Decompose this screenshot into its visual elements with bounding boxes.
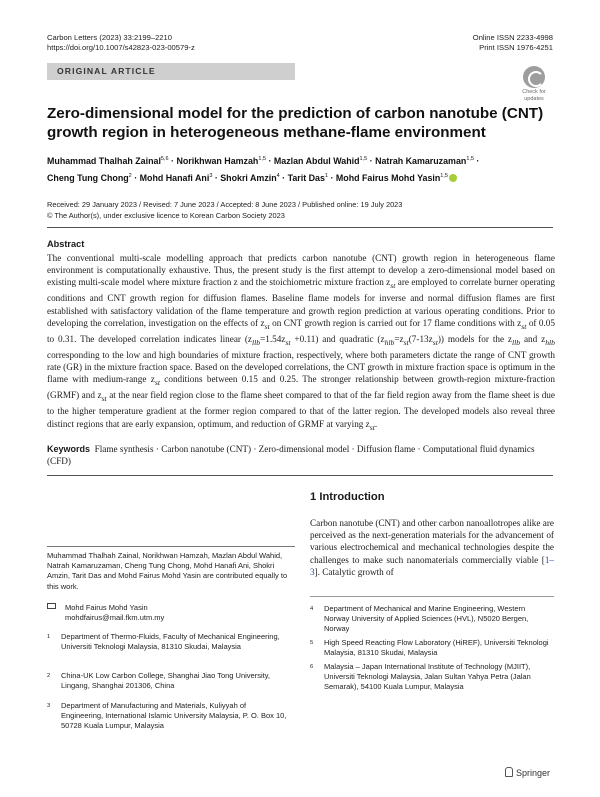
section-heading-introduction: 1 Introduction: [310, 491, 385, 503]
affiliation: 2 China-UK Low Carbon College, Shanghai Jiao Tong University, Lingang, Shanghai 201306, China: [47, 671, 271, 691]
online-issn: Online ISSN 2233-4998: [472, 33, 553, 42]
abstract-heading: Abstract: [47, 239, 85, 249]
doi-link[interactable]: https://doi.org/10.1007/s42823-023-00579-z: [47, 43, 195, 52]
citation-link[interactable]: 1–3: [310, 554, 554, 577]
author-list: Muhammad Thalhah Zainal$^{5,6}$ · Norikhwan Hamzah$^{1,5}$ · Mazlan Abdul Wahid$^{1,5}$ · Natrah Kamaruzaman$^{1,5}$ · Cheng Tung Chong$^2$ · Mohd Hanafi Ani$^3$ · Shokri Amzin$^4$ · Tarit Das$^1$ · Mohd Fairus Mohd Yasin$^{1,5}$: [47, 155, 480, 183]
affiliation: 6 Malaysia – Japan International Institute of Technology (MJIIT), Universiti Teknologi Malaysia, Jalan Sultan Yahya Petra (Jalan Semarak), 54100 Kuala Lumpur, Malaysia: [310, 662, 531, 692]
publication-dates: [47, 200, 557, 221]
author-name[interactable]: Tarit Das: [287, 172, 325, 183]
keywords-label: Keywords: [47, 444, 91, 454]
author-affiliation: 1,5: [440, 172, 448, 179]
abstract-body: The conventional multi-scale modelling approach that predicts carbon nanotube (CNT) growth region in heterogeneous flame environment is computationally exhaustive. Thus, the present study is the first attempt to develop a zero-dimensional model based on existing multi-scale model where mixture fraction z and the stoichiometric mixture fraction $z_{st}$ are employed to correlate burner operating conditions and CNT growth region for diffusion flames. Baseline flame models for inverse and normal diffusion flames are first established with satisfactory validation of the flame temperature and growth region prediction at various operating conditions. Prior to developing the correlation, investigation on the effects of $z_{st}$ on CNT growth region is carried out for 17 flame conditions with $z_{st}$ of 0.05 to 0.31. The developed correlation indicates linear $(z_{llb}=1.54z_{st} +0.11)$ and quadratic $(z_{hlb}=z_{st}(7-13z_{st}))$ models for the $z_{llb}$ and $z_{hlb}$ corresponding to the low and high boundaries of mixture fraction, respectively, where both parameters dictate the range of CNT growth rate (GR) in the mixture fraction space. Based on the developed correlations, the CNT growth in mixture fraction space is optimum in the flame with medium-range $z_{st}$ conditions between 0.15 and 0.25. The stronger relationship between growth-region mixture-fraction (GRMF) and $z_{st}$ at the near field region close to the flame sheet compared to that of the far field region away from the flame sheet is due to the higher temperature gradient at the former region compared to that of the latter region. The developed models also reveal three distinct regions that are early expansion, optimum, and reduction of GRMF at varying $z_{st}$.: [47, 253, 555, 432]
article-type-label: ORIGINAL ARTICLE: [57, 66, 156, 76]
envelope-icon: [47, 603, 56, 609]
publisher-name: Springer: [516, 768, 551, 778]
article-type-badge: [47, 63, 295, 80]
check-updates-line1: Check for: [522, 89, 546, 95]
author-affiliation: 1: [324, 172, 328, 179]
springer-horse-icon: [505, 767, 513, 777]
check-updates-line2: updates: [524, 96, 544, 102]
author-name[interactable]: Muhammad Thalhah Zainal: [47, 155, 161, 166]
check-updates-icon: [523, 66, 545, 88]
title-line-2: growth region in heterogeneous methane-flame environment: [47, 123, 486, 141]
article-title: [47, 105, 547, 142]
affiliation: 1 Department of Thermo-Fluids, Faculty of Mechanical Engineering, Universiti Teknologi Malaysia, 81310 Skudai, Malaysia: [47, 632, 280, 652]
dates-line: Received: 29 January 2023 / Revised: 7 June 2023 / Accepted: 8 June 2023 / Published online: 19 July 2023: [47, 200, 403, 209]
contribution-note: Muhammad Thalhah Zainal, Norikhwan Hamzah, Mazlan Abdul Wahid, Natrah Kamaruzaman, Cheng Tung Chong, Mohd Hanafi Ani, Shokri Amzin, Tarit Das and Mohd Fairus Mohd Yasin are contributed equally to this work.: [47, 546, 295, 592]
author-affiliation: 1,5: [258, 156, 266, 162]
abstract-divider: [47, 475, 553, 476]
affiliation: 5 High Speed Reacting Flow Laboratory (HiREF), Universiti Teknologi Malaysia, 81310 Skudai, Malaysia: [310, 638, 549, 658]
correspondence: [47, 603, 295, 625]
print-issn: Print ISSN 1976-4251: [479, 43, 553, 52]
check-for-updates-button[interactable]: [514, 66, 554, 104]
orcid-icon[interactable]: [449, 174, 457, 182]
affiliation-divider: [310, 596, 554, 597]
author-name[interactable]: Mazlan Abdul Wahid: [273, 155, 360, 166]
affiliation: 3 Department of Manufacturing and Materials, Kuliyyah of Engineering, International Islamic University Malaysia, P. O. Box 10, 50728 Kuala Lumpur, Malaysia: [47, 701, 287, 731]
keywords: [47, 443, 555, 467]
author-affiliation: 2: [128, 172, 132, 179]
introduction-text: Carbon nanotube (CNT) and other carbon nanoallotropes alike are perceived as the next-generation materials for the advancement of various electrochemical and mechanical technologies despite the challenges to make such nanomaterials commercially viable [1–3]. Catalytic growth of: [310, 518, 554, 577]
author-name[interactable]: Mohd Hanafi Ani: [139, 172, 210, 183]
author-affiliation: 1,5: [466, 156, 474, 162]
copyright-line: © The Author(s), under exclusive licence to Korean Carbon Society 2023: [47, 210, 285, 220]
title-line-1: Zero-dimensional model for the prediction of carbon nanotube (CNT): [47, 105, 544, 122]
author-name[interactable]: Shokri Amzin: [220, 172, 277, 183]
keywords-text: Flame synthesis · Carbon nanotube (CNT) · Zero-dimensional model · Diffusion flame · Computational fluid dynamics (CFD): [47, 444, 535, 467]
author-affiliation: 5,6: [160, 156, 169, 162]
affiliation: 4 Department of Mechanical and Marine Engineering, Western Norway University of Applied Sciences (HVL), N5020 Bergen, Norway: [310, 604, 529, 634]
author-name[interactable]: Norikhwan Hamzah: [176, 155, 259, 166]
corresponding-email[interactable]: mohdfairus@mail.fkm.utm.my: [65, 613, 165, 623]
author-affiliation: 3: [209, 172, 213, 179]
journal-citation: Carbon Letters (2023) 33:2199–2210: [47, 33, 172, 42]
author-affiliation: 4: [276, 172, 280, 179]
corresponding-author: Mohd Fairus Mohd Yasin: [65, 603, 148, 612]
author-name[interactable]: Natrah Kamaruzaman: [375, 155, 467, 166]
author-name[interactable]: Mohd Fairus Mohd Yasin: [335, 172, 441, 183]
header-divider: [47, 227, 553, 228]
author-name[interactable]: Cheng Tung Chong: [47, 172, 129, 183]
publisher-logo: [505, 767, 550, 778]
author-affiliation: 1,5: [359, 156, 368, 162]
